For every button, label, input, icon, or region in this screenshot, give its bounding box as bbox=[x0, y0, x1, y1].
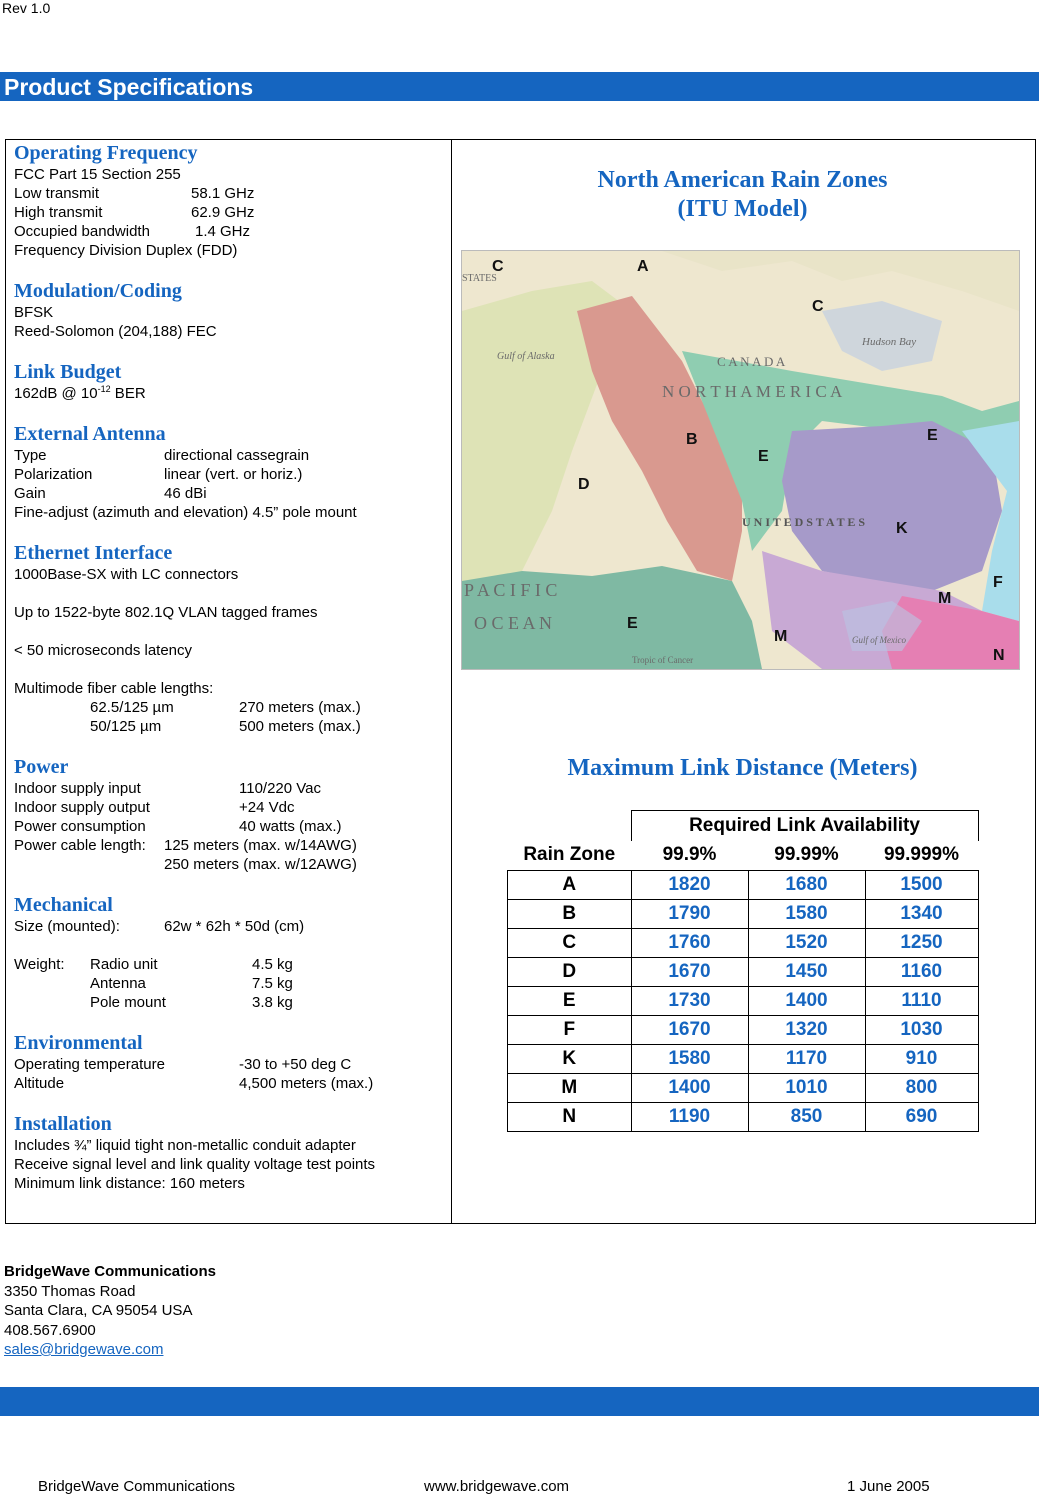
spec-label: Low transmit bbox=[14, 185, 100, 202]
distance-cell: 1030 bbox=[865, 1016, 978, 1045]
spec-value: 40 watts (max.) bbox=[239, 818, 342, 835]
title-bar bbox=[0, 72, 1039, 101]
spec-value: 4.5 kg bbox=[252, 956, 293, 973]
rain-zone-cell: C bbox=[508, 929, 632, 958]
section-title: Environmental bbox=[14, 1032, 143, 1054]
distance-cell: 1580 bbox=[748, 900, 865, 929]
spec-value: directional cassegrain bbox=[164, 447, 310, 464]
table-row bbox=[508, 1045, 979, 1074]
specs-column bbox=[14, 141, 444, 1193]
map-title-line2: (ITU Model) bbox=[677, 196, 808, 222]
table-row bbox=[508, 1074, 979, 1103]
spec-line: 1000Base-SX with LC connectors bbox=[14, 566, 239, 583]
place-label: Gulf of Mexico bbox=[852, 635, 906, 645]
spec-line: Fine-adjust (azimuth and elevation) 4.5” pole mount bbox=[14, 504, 357, 521]
section-operating-frequency bbox=[14, 141, 444, 260]
spec-label: Type bbox=[14, 447, 47, 464]
spec-line: Reed-Solomon (204,188) FEC bbox=[14, 323, 217, 340]
contact-email-link[interactable]: sales@bridgewave.com bbox=[4, 1341, 164, 1358]
spec-value: linear (vert. or horiz.) bbox=[164, 466, 303, 483]
spec-row bbox=[14, 184, 444, 203]
spec-row bbox=[14, 222, 444, 241]
section-external-antenna bbox=[14, 422, 444, 522]
distance-cell: 1500 bbox=[865, 871, 978, 900]
section-title: Link Budget bbox=[14, 361, 122, 383]
contact-company: BridgeWave Communications bbox=[4, 1263, 216, 1280]
place-label: Hudson Bay bbox=[862, 336, 917, 348]
distance-cell: 910 bbox=[865, 1045, 978, 1074]
spec-row bbox=[14, 698, 444, 717]
spec-label: Antenna bbox=[90, 975, 146, 992]
spec-row bbox=[14, 917, 444, 936]
section-title: Mechanical bbox=[14, 894, 113, 916]
distance-cell: 1680 bbox=[748, 871, 865, 900]
spec-value: 270 meters (max.) bbox=[239, 699, 361, 716]
zone-label: E bbox=[927, 427, 938, 444]
spec-value: -30 to +50 deg C bbox=[239, 1056, 352, 1073]
rain-zone-cell: E bbox=[508, 987, 632, 1016]
spec-row bbox=[14, 1074, 444, 1093]
spec-value: 62.9 GHz bbox=[191, 204, 255, 221]
spec-line: Receive signal level and link quality voltage test points bbox=[14, 1156, 376, 1173]
zone-label: M bbox=[938, 590, 952, 607]
distance-cell: 1320 bbox=[748, 1016, 865, 1045]
spec-value: 250 meters (max. w/12AWG) bbox=[164, 856, 357, 873]
spec-label: Occupied bandwidth bbox=[14, 223, 150, 240]
spec-row bbox=[14, 446, 444, 465]
column-divider bbox=[451, 139, 452, 1224]
distance-cell: 1340 bbox=[865, 900, 978, 929]
spec-value: 58.1 GHz bbox=[191, 185, 255, 202]
rain-zone-cell: M bbox=[508, 1074, 632, 1103]
spec-value: 62w * 62h * 50d (cm) bbox=[164, 918, 305, 935]
distance-cell: 1250 bbox=[865, 929, 978, 958]
distance-cell: 1400 bbox=[631, 1074, 748, 1103]
contact-city: Santa Clara, CA 95054 USA bbox=[4, 1302, 193, 1319]
distance-cell: 850 bbox=[748, 1103, 865, 1132]
distance-cell: 1450 bbox=[748, 958, 865, 987]
table-row bbox=[508, 900, 979, 929]
table-header-col: 99.99% bbox=[774, 844, 839, 866]
table-row bbox=[508, 871, 979, 900]
table-header-col: 99.9% bbox=[662, 844, 717, 866]
table-header-col: 99.999% bbox=[883, 844, 959, 866]
map-title bbox=[455, 166, 1030, 224]
rain-zone-map bbox=[461, 250, 1020, 670]
contact-block bbox=[4, 1262, 216, 1360]
table-title: Maximum Link Distance (Meters) bbox=[567, 755, 918, 781]
spec-line: BFSK bbox=[14, 304, 54, 321]
rain-zone-cell: K bbox=[508, 1045, 632, 1074]
spec-value: 125 meters (max. w/14AWG) bbox=[164, 837, 357, 854]
spec-line: FCC Part 15 Section 255 bbox=[14, 166, 181, 183]
spec-line: Minimum link distance: 160 meters bbox=[14, 1175, 245, 1192]
spec-row bbox=[14, 484, 444, 503]
section-mechanical bbox=[14, 893, 444, 1012]
spec-label: Weight: bbox=[14, 956, 65, 973]
section-title: Power bbox=[14, 756, 69, 778]
section-title: Installation bbox=[14, 1113, 112, 1135]
link-distance-table bbox=[507, 810, 979, 1132]
table-row bbox=[508, 929, 979, 958]
distance-cell: 690 bbox=[865, 1103, 978, 1132]
table-row bbox=[508, 987, 979, 1016]
distance-cell: 1400 bbox=[748, 987, 865, 1016]
spec-row bbox=[14, 836, 444, 855]
table-row bbox=[508, 958, 979, 987]
zone-label: F bbox=[993, 574, 1003, 591]
zone-label: D bbox=[578, 476, 590, 493]
spec-value: 3.8 kg bbox=[252, 994, 293, 1011]
rain-zone-cell: A bbox=[508, 871, 632, 900]
distance-cell: 1010 bbox=[748, 1074, 865, 1103]
distance-cell: 1670 bbox=[631, 1016, 748, 1045]
link-budget-unit: BER bbox=[110, 385, 146, 402]
link-budget-exponent: -12 bbox=[97, 384, 111, 394]
spec-value: 1.4 GHz bbox=[195, 223, 251, 240]
section-title: Ethernet Interface bbox=[14, 542, 173, 564]
zone-label: C bbox=[492, 258, 504, 275]
distance-cell: 1790 bbox=[631, 900, 748, 929]
spec-row bbox=[14, 1055, 444, 1074]
contact-phone: 408.567.6900 bbox=[4, 1321, 96, 1339]
zone-label: E bbox=[627, 615, 638, 632]
contact-street: 3350 Thomas Road bbox=[4, 1282, 136, 1300]
spec-label: Radio unit bbox=[90, 956, 158, 973]
page-title: Product Specifications bbox=[4, 74, 254, 100]
spec-row bbox=[14, 855, 444, 874]
table-group-header: Required Link Availability bbox=[631, 811, 978, 841]
spec-label: Pole mount bbox=[90, 994, 166, 1011]
place-label: Tropic of Cancer bbox=[632, 655, 694, 665]
distance-cell: 1110 bbox=[865, 987, 978, 1016]
spec-row bbox=[14, 465, 444, 484]
spec-value: 110/220 Vac bbox=[239, 780, 322, 797]
distance-cell: 1520 bbox=[748, 929, 865, 958]
spec-row bbox=[14, 974, 444, 993]
table-header-rain-zone: Rain Zone bbox=[523, 844, 616, 866]
distance-cell: 1580 bbox=[631, 1045, 748, 1074]
spec-label: 50/125 µm bbox=[90, 718, 162, 735]
distance-cell: 800 bbox=[865, 1074, 978, 1103]
spec-label: Indoor supply output bbox=[14, 799, 150, 816]
section-installation bbox=[14, 1112, 444, 1193]
distance-cell: 1730 bbox=[631, 987, 748, 1016]
zone-label: N bbox=[993, 647, 1005, 664]
section-title: External Antenna bbox=[14, 423, 166, 445]
spec-row bbox=[14, 993, 444, 1012]
spec-value: 4,500 meters (max.) bbox=[239, 1075, 374, 1092]
spec-label: Size (mounted): bbox=[14, 918, 120, 935]
spec-row bbox=[14, 798, 444, 817]
section-title: Modulation/Coding bbox=[14, 280, 182, 302]
spec-row bbox=[14, 955, 444, 974]
section-power bbox=[14, 755, 444, 874]
distance-cell: 1170 bbox=[748, 1045, 865, 1074]
rain-zone-cell: B bbox=[508, 900, 632, 929]
zone-label: A bbox=[637, 258, 649, 275]
section-link-budget bbox=[14, 360, 444, 403]
spec-value: 46 dBi bbox=[164, 485, 207, 502]
spec-label: Power consumption bbox=[14, 818, 146, 835]
spec-label: Gain bbox=[14, 485, 46, 502]
place-label: O C E A N bbox=[474, 613, 553, 633]
map-title-line1: North American Rain Zones bbox=[597, 167, 888, 193]
spec-label: Polarization bbox=[14, 466, 93, 483]
spec-value: 500 meters (max.) bbox=[239, 718, 361, 735]
zone-label: E bbox=[758, 448, 769, 465]
footer-company: BridgeWave Communications bbox=[38, 1478, 236, 1495]
map-image bbox=[462, 251, 1019, 669]
spec-line: Frequency Division Duplex (FDD) bbox=[14, 242, 238, 259]
spec-label: Operating temperature bbox=[14, 1056, 165, 1073]
distance-cell: 1820 bbox=[631, 871, 748, 900]
place-label: STATES bbox=[462, 273, 497, 284]
footer-date: 1 June 2005 bbox=[847, 1478, 930, 1495]
distance-cell: 1760 bbox=[631, 929, 748, 958]
place-label: N O R T H A M E R I C A bbox=[662, 382, 843, 401]
spec-row bbox=[14, 203, 444, 222]
section-title: Operating Frequency bbox=[14, 142, 198, 164]
zone-label: K bbox=[896, 520, 908, 537]
revision-label: Rev 1.0 bbox=[2, 0, 51, 16]
spec-label: Power cable length: bbox=[14, 837, 146, 854]
spec-label: Indoor supply input bbox=[14, 780, 141, 797]
distance-cell: 1670 bbox=[631, 958, 748, 987]
distance-cell: 1160 bbox=[865, 958, 978, 987]
footer-website: www.bridgewave.com bbox=[424, 1478, 570, 1495]
section-environmental bbox=[14, 1031, 444, 1093]
spec-label: High transmit bbox=[14, 204, 103, 221]
spec-value: +24 Vdc bbox=[239, 799, 295, 816]
place-label: Gulf of Alaska bbox=[497, 351, 555, 362]
spec-line: Multimode fiber cable lengths: bbox=[14, 680, 214, 697]
zone-label: C bbox=[812, 298, 824, 315]
section-modulation bbox=[14, 279, 444, 341]
table-row bbox=[508, 1103, 979, 1132]
footer-bar bbox=[0, 1387, 1039, 1416]
distance-cell: 1190 bbox=[631, 1103, 748, 1132]
spec-row bbox=[14, 717, 444, 736]
spec-line bbox=[14, 384, 444, 403]
spec-line: Includes ¾” liquid tight non-metallic conduit adapter bbox=[14, 1137, 356, 1154]
spec-line: < 50 microseconds latency bbox=[14, 642, 193, 659]
spec-label: Altitude bbox=[14, 1075, 65, 1092]
link-budget-base: 162dB @ 10 bbox=[14, 385, 98, 402]
rain-zone-cell: F bbox=[508, 1016, 632, 1045]
section-ethernet-interface bbox=[14, 541, 444, 736]
spec-line: Up to 1522-byte 802.1Q VLAN tagged frames bbox=[14, 604, 318, 621]
zone-label: B bbox=[686, 431, 698, 448]
spec-row bbox=[14, 779, 444, 798]
rain-zone-cell: N bbox=[508, 1103, 632, 1132]
spec-row bbox=[14, 817, 444, 836]
place-label: P A C I F I C bbox=[464, 580, 558, 600]
spec-value: 7.5 kg bbox=[252, 975, 293, 992]
zone-label: M bbox=[774, 628, 788, 645]
place-label: C A N A D A bbox=[717, 354, 786, 369]
place-label: U N I T E D S T A T E S bbox=[742, 515, 866, 529]
table-empty-cell bbox=[508, 811, 632, 841]
spec-label: 62.5/125 µm bbox=[90, 699, 174, 716]
rain-zone-cell: D bbox=[508, 958, 632, 987]
table-row bbox=[508, 1016, 979, 1045]
